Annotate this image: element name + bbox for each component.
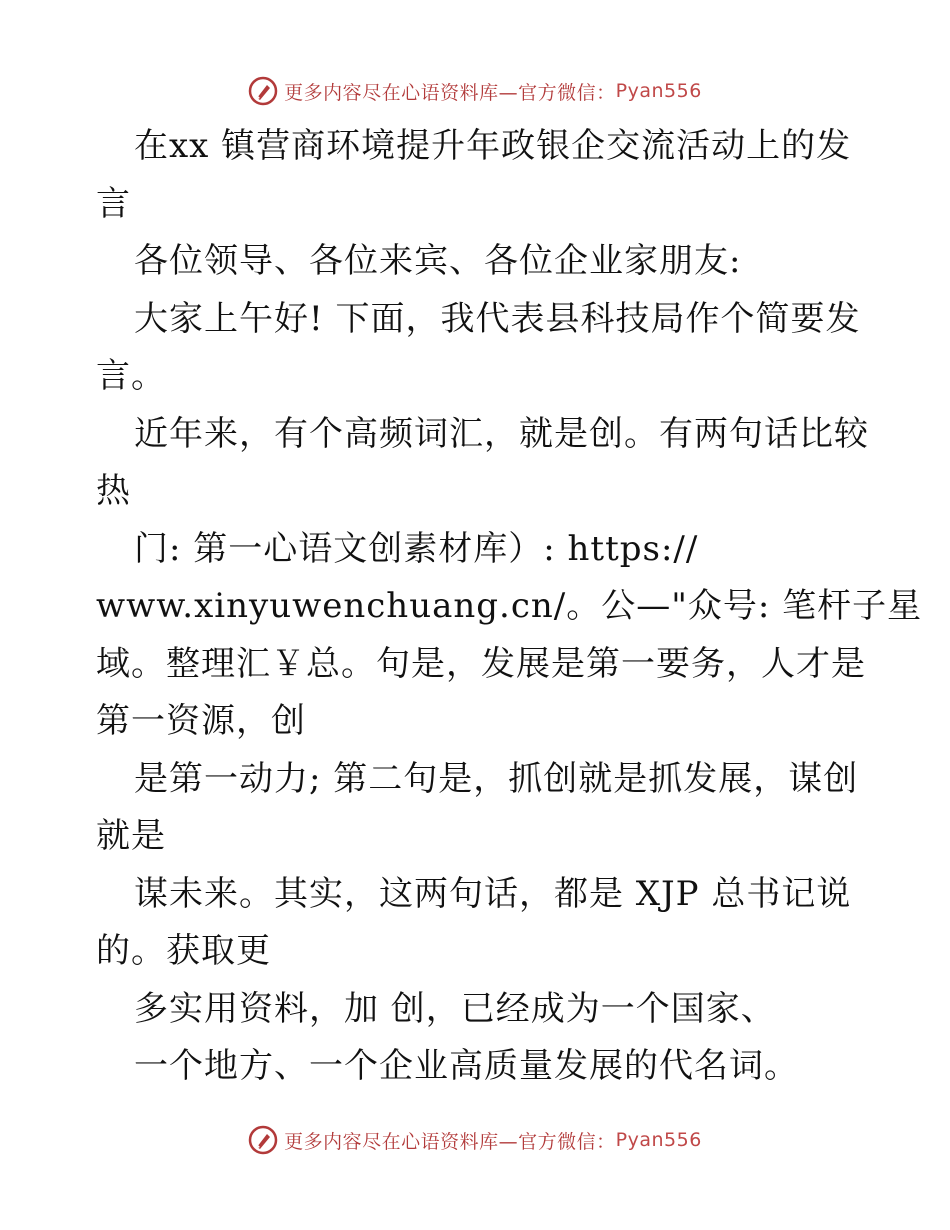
paragraph-line: 一个地方、一个企业高质量发展的代名词。 xyxy=(134,1046,799,1086)
header-watermark xyxy=(0,71,950,111)
paragraph-line: 是第一动力; 第二句是，抓创就是抓发展，谋创 xyxy=(134,758,859,799)
document-body xyxy=(96,118,923,1096)
footer-watermark xyxy=(0,1120,950,1160)
paragraph-line: 门: 第一心语文创素材库）: https:// xyxy=(134,528,699,569)
paragraph-line: 多实用资料，加 创，已经成为一个国家、 xyxy=(134,988,776,1029)
paragraph-line: 谋未来。其实，这两句话，都是 XJP 总书记说 xyxy=(134,873,852,914)
paragraph-line: 第一资源，创 xyxy=(96,701,306,741)
paragraph-line: 近年来，有个高频词汇，就是创。有两句话比较 xyxy=(134,413,869,454)
watermark-text: 更多内容尽在心语资料库—官方微信： xyxy=(284,1130,616,1153)
paragraph-line: 的。获取更 xyxy=(96,931,271,971)
watermark-wechat-id: Pyan556 xyxy=(615,80,702,102)
pen-logo-icon xyxy=(248,1125,278,1155)
watermark-text: 更多内容尽在心语资料库—官方微信： xyxy=(284,81,616,104)
paragraph-line: 域。整理汇￥总。句是，发展是第一要务，人才是 xyxy=(96,643,866,684)
paragraph-line: 大家上午好! 下面，我代表县科技局作个简要发 xyxy=(134,298,861,339)
watermark-wechat-id: Pyan556 xyxy=(615,1129,702,1151)
title-line-2: 言 xyxy=(96,183,131,224)
paragraph-line: 言。 xyxy=(96,356,166,396)
paragraph-line: 就是 xyxy=(96,816,166,856)
paragraph-line: www.xinyuwenchuang.cn/。公—"众号: 笔杆子星 xyxy=(96,586,923,626)
paragraph-line: 热 xyxy=(96,471,131,511)
pen-logo-icon xyxy=(248,76,278,106)
title-line-1: 在xx 镇营商环境提升年政银企交流活动上的发 xyxy=(134,126,852,166)
salutation: 各位领导、各位来宾、各位企业家朋友: xyxy=(134,241,742,281)
